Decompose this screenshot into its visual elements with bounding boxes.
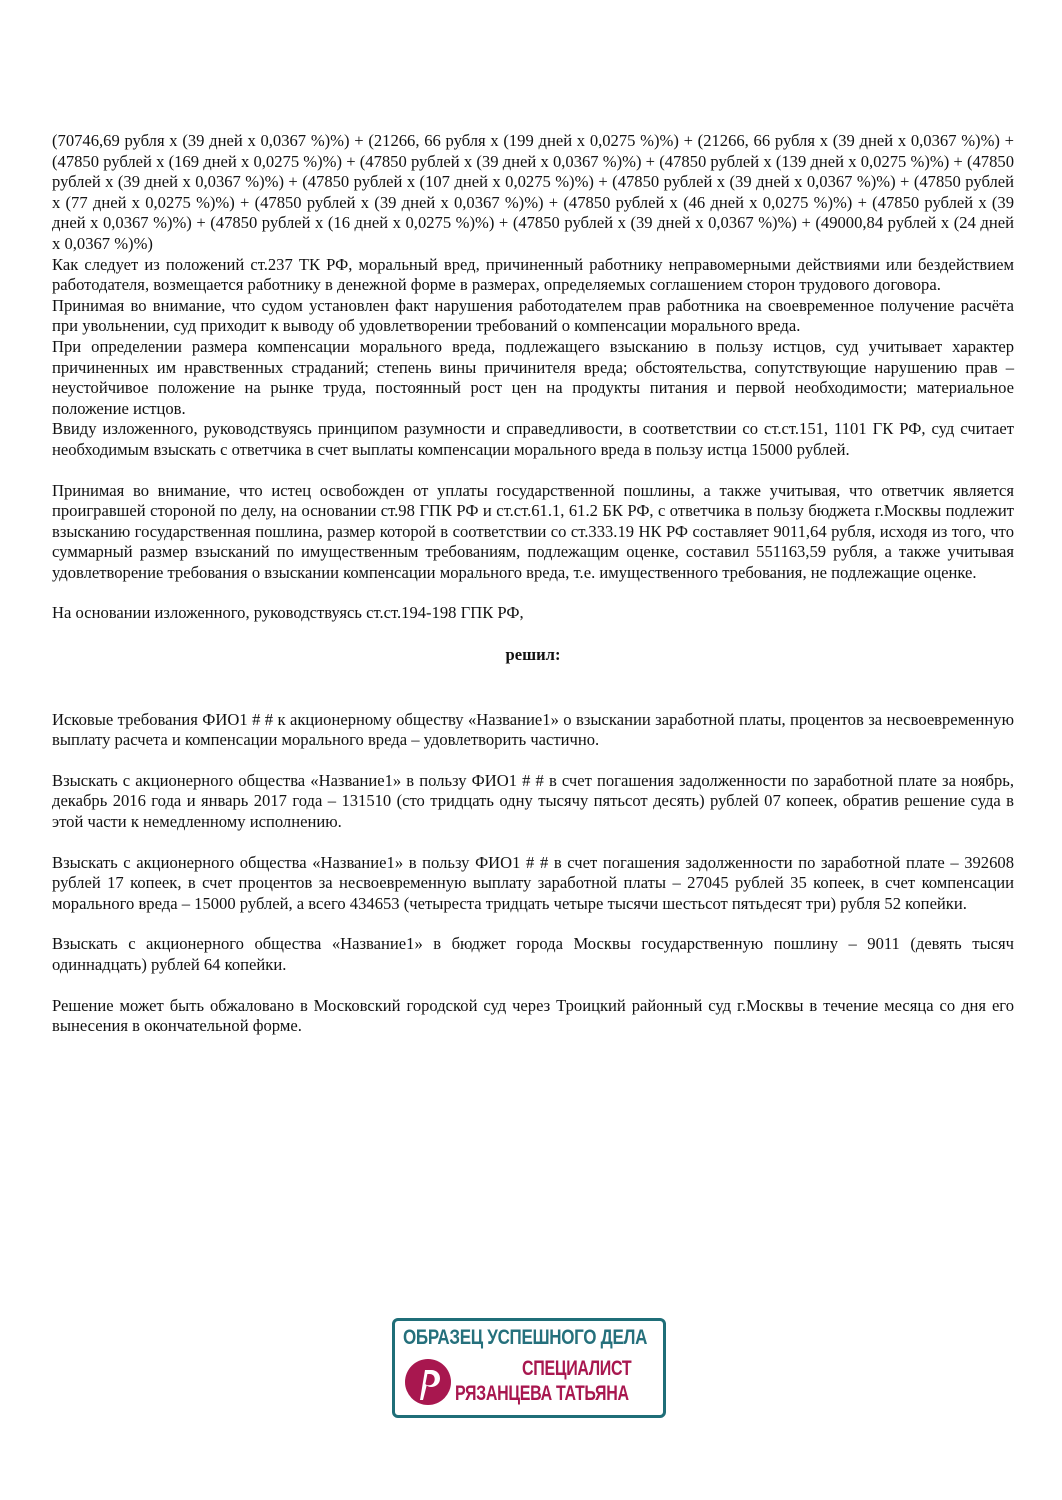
paragraph-legal-basis: На основании изложенного, руководствуясь ст.ст.194-198 ГПК РФ, <box>52 603 524 623</box>
decision-salary-recovery: Взыскать с акционерного общества «Название1» в пользу ФИО1 # # в счет погашения задолженности по заработной плате за ноябрь, декабрь 2016 года и январь 2017 года – 131510 (сто тридцать одну тысячу пятьсот десять) рублей 07 копеек, обратив решение суда в этой части к немедленному исполнению. <box>52 770 1014 832</box>
watermark-stamp <box>392 1318 666 1418</box>
pinterest-p-icon <box>404 1358 452 1406</box>
decision-title: решил: <box>505 645 561 665</box>
decision-claims: Исковые требования ФИО1 # # к акционерному обществу «Название1» о взыскании заработной платы, процентов за несвоевременную выплату расчета и компенсации морального вреда – удовлетворить частично. <box>52 709 1014 750</box>
paragraph-violation-fact: Принимая во внимание, что судом установлен факт нарушения работодателем прав работника на своевременное получение расчёта при увольнении, суд приходит к выводу об удовлетворении требований о компенсации морального вреда. <box>52 295 1014 336</box>
paragraph-moral-harm-law: Как следует из положений ст.237 ТК РФ, моральный вред, причиненный работнику неправомерными действиями или бездействием работодателя, возмещается работнику в денежной форме в размерах, определяемых соглашением сторон трудового договора. <box>52 254 1014 295</box>
decision-total-recovery: Взыскать с акционерного общества «Название1» в пользу ФИО1 # # в счет погашения задолженности по заработной плате – 392608 рублей 17 копеек, в счет процентов за несвоевременную выплату заработной платы – 27045 рублей 35 копеек, в счет компенсации морального вреда – 15000 рублей, а всего 434653 (четыреста тридцать четыре тысячи шестьсот пятьдесят три) рубля 52 копейки. <box>52 852 1014 913</box>
stamp-name: РЯЗАНЦЕВА ТАТЬЯНА <box>455 1383 629 1406</box>
paragraph-state-duty: Принимая во внимание, что истец освобожден от уплаты государственной пошлины, а также учитывая, что ответчик является проигравшей стороной по делу, на основании ст.98 ГПК РФ и ст.ст.61.1, 61.2 БК РФ, с ответчика в пользу бюджета г.Москвы подлежит взысканию государственная пошлина, размер которой в соответствии со ст.333.19 НК РФ составляет 9011,64 рубля, исходя из того, что суммарный размер взысканий по имущественным требованиям, подлежащим оценке, составил 551163,59 рубля, а также учитывая удовлетворение требования о взыскании компенсации морального вреда, т.е. имущественного требования, не подлежащие оценке. <box>52 480 1014 582</box>
decision-state-duty: Взыскать с акционерного общества «Название1» в бюджет города Москвы государственную пошлину – 9011 (девять тысяч одиннадцать) рублей 64 копейки. <box>52 934 1014 974</box>
calculation-paragraph: (70746,69 рубля х (39 дней х 0,0367 %)%) + (21266, 66 рубля х (199 дней х 0,0275 %)%) + (21266, 66 рубля х (39 дней х 0,0367 %)%) + (47850 рублей х (169 дней х 0,0275 %)%) + (47850 рублей х (39 дней х 0,0367 %)%) + (47850 рублей х (139 дней х 0,0275 %)%) + (47850 рублей х (39 дней х 0,0367 %)%) + (47850 рублей х (107 дней х 0,0275 %)%) + (47850 рублей х (39 дней х 0,0367 %)%) + (47850 рублей х (77 дней х 0,0275 %)%) + (47850 рублей х (39 дней х 0,0367 %)%) + (47850 рублей х (46 дней х 0,0275 %)%) + (47850 рублей х (39 дней х 0,0367 %)%) + (47850 рублей х (16 дней х 0,0275 %)%) + (47850 рублей х (39 дней х 0,0367 %)%) + (49000,84 рублей х (24 дней х 0,0367 %)%) <box>52 131 1014 253</box>
paragraph-compensation-factors: При определении размера компенсации морального вреда, подлежащего взысканию в пользу истцов, суд учитывает характер причиненных им нравственных страданий; степень вины причинителя вреда; обстоятельства, сопутствующие нарушению прав – неустойчивое положение на рынке труда, постоянный рост цен на продукты питания и первой необходимости; материальное положение истцов. <box>52 336 1014 418</box>
document-body <box>52 131 1014 1037</box>
stamp-title: ОБРАЗЕЦ УСПЕШНОГО ДЕЛА <box>403 1325 648 1349</box>
paragraph-compensation-amount: Ввиду изложенного, руководствуясь принципом разумности и справедливости, в соответствии со ст.ст.151, 1101 ГК РФ, суд считает необходимым взыскать с ответчика в счет выплаты компенсации морального вреда в пользу истца 15000 рублей. <box>52 419 1014 459</box>
stamp-specialist: СПЕЦИАЛИСТ <box>522 1358 632 1381</box>
decision-appeal: Решение может быть обжаловано в Московский городской суд через Троицкий районный суд г.Москвы в течение месяца со дня его вынесения в окончательной форме. <box>52 995 1014 1036</box>
